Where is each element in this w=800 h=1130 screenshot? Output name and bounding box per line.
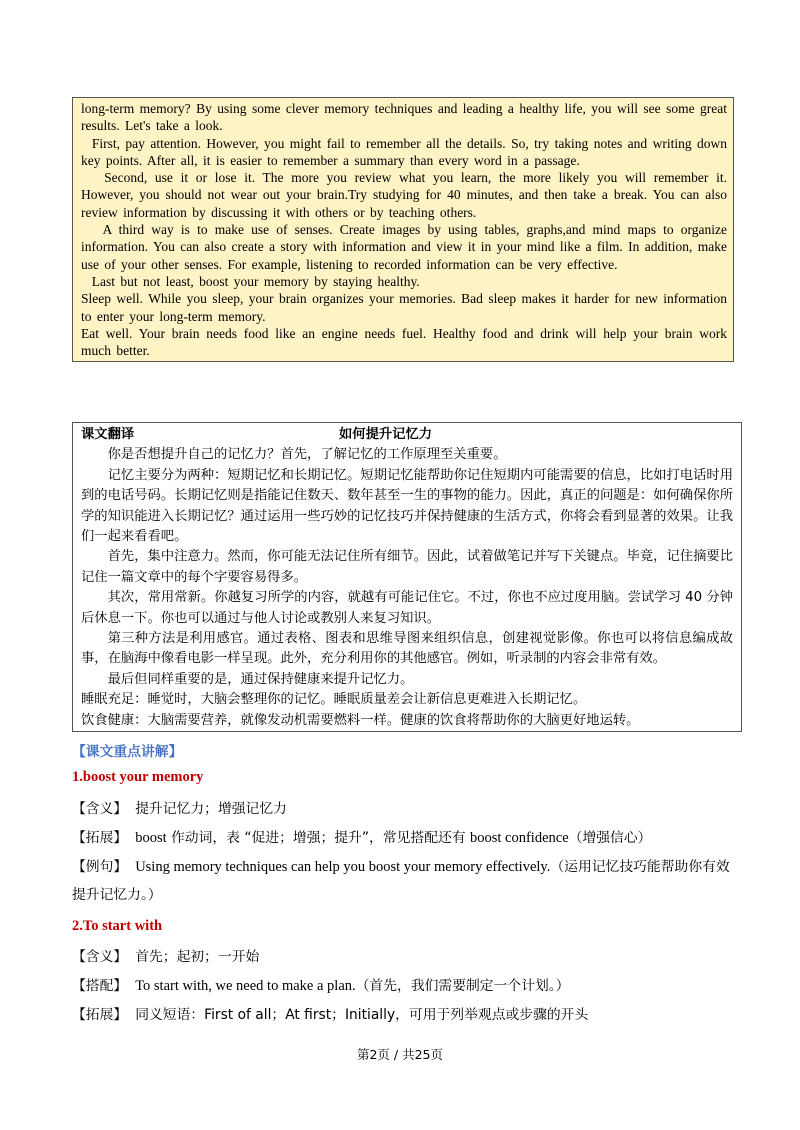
translation-paragraph: 首先，集中注意力。然而，你可能无法记住所有细节。因此，试着做笔记并写下关键点。毕竟，记住摘要比记住一篇文章中的每个字要容易得多。 (81, 549, 733, 585)
meaning-text: 首先；起初；一开始 (135, 949, 260, 965)
translation-box (72, 422, 742, 732)
example-tag: 【例句】 (72, 859, 128, 875)
passage-paragraph: First, pay attention. However, you might fail to remember all the details. So, try taking notes and writing down key points. After all, it is easier to remember a summary than every word in a passage. (81, 135, 727, 168)
passage-paragraph: Last but not least, boost your memory by staying healthy. (81, 273, 420, 289)
extension-collocation: boost confidence (470, 830, 569, 846)
translation-eat: 饮食健康：大脑需要营养，就像发动机需要燃料一样。健康的饮食将帮助你的大脑更好地运转。 (81, 712, 640, 728)
translation-label: 课文翻译 (81, 427, 135, 442)
key-point-2-collocation (72, 972, 732, 1000)
key-point-2-meaning (72, 943, 732, 971)
translation-header (81, 425, 733, 445)
passage-paragraph: Eat well. Your brain needs food like an engine needs fuel. Healthy food and drink will help your brain work much better. (81, 325, 727, 359)
page-footer: 第2页 / 共25页 (356, 1047, 444, 1062)
translation-title: 如何提升记忆力 (339, 427, 433, 442)
key-point-1-meaning (72, 795, 732, 823)
key-point-1-example (72, 853, 732, 909)
translation-sleep: 睡眠充足：睡觉时，大脑会整理你的记忆。睡眠质量差会让新信息更难进入长期记忆。 (81, 692, 587, 708)
meaning-tag: 【含义】 (72, 801, 128, 817)
translation-paragraph: 你是否想提升自己的记忆力？首先，了解记忆的工作原理至关重要。 (107, 447, 507, 463)
passage-paragraph: Second, use it or lose it. The more you review what you learn, the more likely you will remember it. However, you should not wear out your brain.Try studying for 40 minutes, and then take a break. You can also review information by discussing it with others or by teaching others. (81, 170, 727, 220)
collocation-tag: 【搭配】 (72, 978, 128, 994)
meaning-text: 提升记忆力；增强记忆力 (135, 801, 287, 817)
translation-paragraph: 最后但同样重要的是，通过保持健康来提升记忆力。 (107, 671, 414, 687)
key-point-2-title: 2.To start with (72, 918, 163, 934)
extension-tag: 【拓展】 (72, 1007, 128, 1023)
extension-tag: 【拓展】 (72, 830, 128, 846)
collocation-chinese: （首先，我们需要制定一个计划。） (355, 978, 570, 994)
translation-paragraph: 第三种方法是利用感官。通过表格、图表和思维导图来组织信息，创建视觉影像。你也可以将信息编成故事，在脑海中像看电影一样呈现。此外，充分利用你的其他感官。例如，听录制的内容会非常有效。 (81, 631, 733, 667)
english-passage-box (72, 97, 734, 362)
extension-text: 作动词，表 “促进；增强；提升”，常见搭配还有 (166, 830, 470, 846)
passage-paragraph: A third way is to make use of senses. Create images by using tables, graphs,and mind maps to organize information. You can also create a story with information and view it in your mind like a film. In addition, make use of your other senses. For example, listening to recorded information can be very effective. (81, 222, 727, 272)
extension-word: boost (135, 830, 167, 846)
translation-paragraph: 记忆主要分为两种：短期记忆和长期记忆。短期记忆能帮助你记住短期内可能需要的信息，比如打电话时用到的电话号码。长期记忆则是指能记住数天、数年甚至一生的事物的能力。因此，真正的问题是：如何确保你所学的知识能进入长期记忆？通过运用一些巧妙的记忆技巧并保持健康的生活方式，你将会看到显著的效果。让我们一起来看看吧。 (81, 467, 733, 545)
passage-paragraph: Sleep well. While you sleep, your brain organizes your memories. Bad sleep makes it harder for new information to enter your long-term memory. (81, 291, 727, 324)
example-english: Using memory techniques can help you boost your memory effectively. (135, 859, 551, 875)
collocation-english: To start with, we need to make a plan. (135, 978, 356, 994)
meaning-tag: 【含义】 (72, 949, 128, 965)
passage-paragraph: long-term memory? By using some clever memory techniques and leading a healthy life, you will see some great results. Let's take a look. (81, 101, 727, 134)
key-point-2-extension (72, 1001, 732, 1029)
key-point-1-extension (72, 824, 732, 852)
extension-text: 同义短语：First of all；At first；Initially，可用于列举观点或步骤的开头 (135, 1007, 589, 1023)
key-point-1-title: 1.boost your memory (72, 769, 204, 785)
example-chinese: （运用记忆技巧能帮助你有效提升记忆力。） (72, 859, 730, 903)
key-points-heading: 【课文重点讲解】 (72, 744, 183, 760)
translation-paragraph: 其次，常用常新。你越复习所学的内容，就越有可能记住它。不过，你也不应过度用脑。尝试学习 40 分钟后休息一下。你也可以通过与他人讨论或教别人来复习知识。 (81, 590, 733, 626)
extension-gloss: （增强信心） (568, 830, 652, 846)
